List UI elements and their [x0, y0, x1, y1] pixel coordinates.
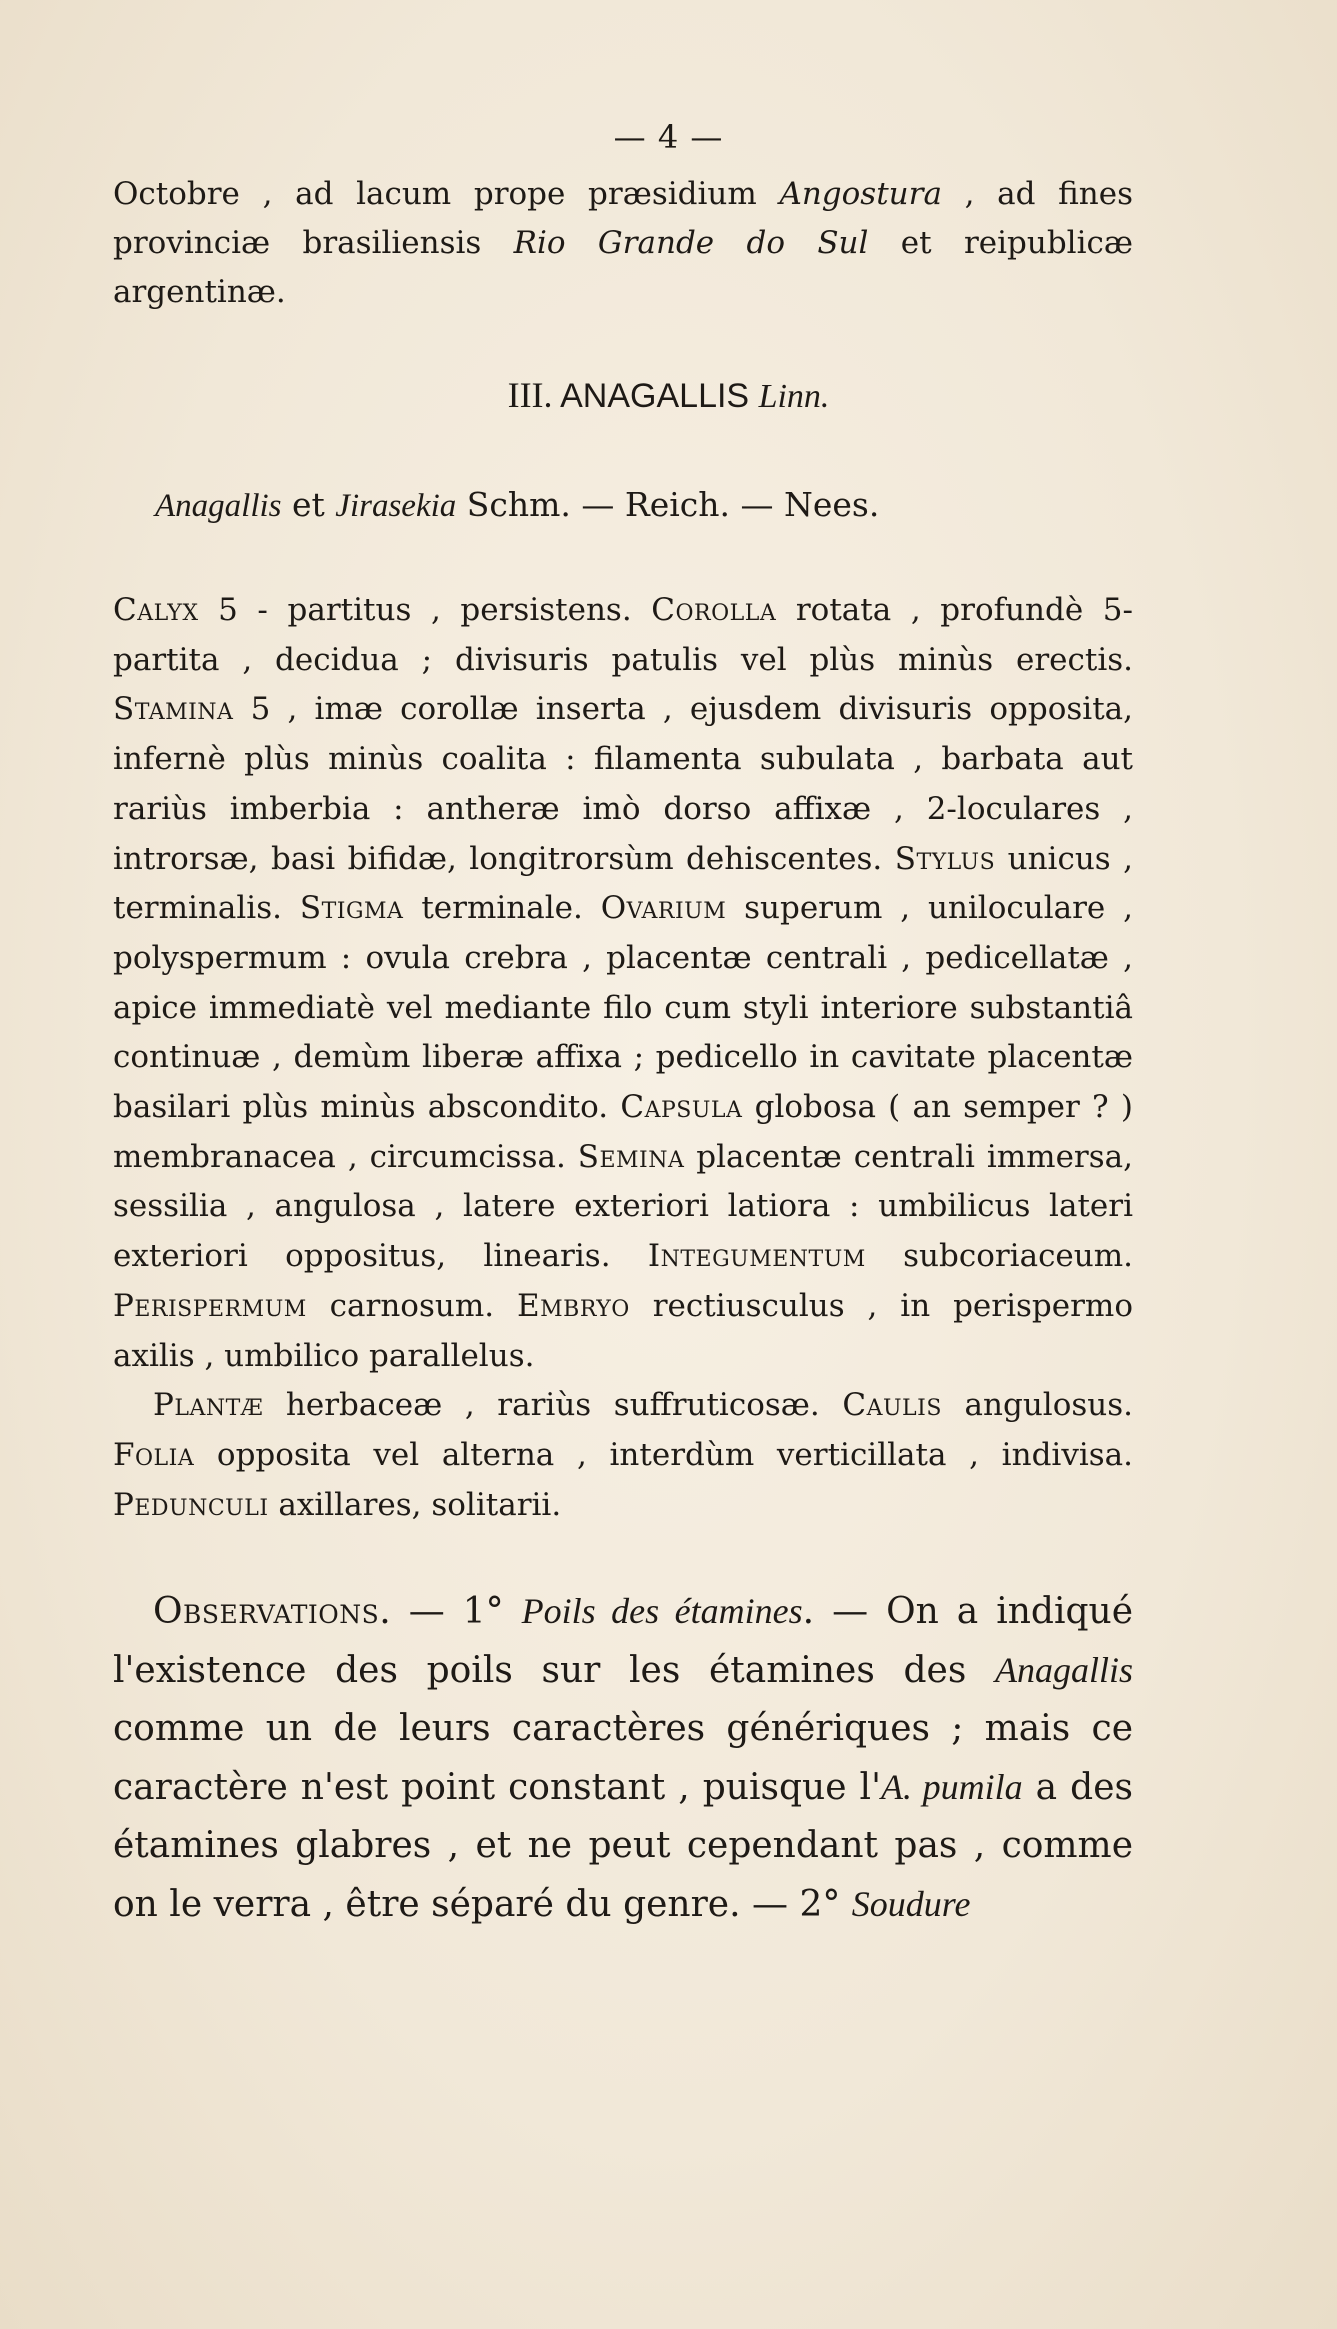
small-caps-term: Calyx — [113, 592, 199, 628]
small-caps-term: Observations — [153, 1591, 380, 1632]
observations-section — [113, 1582, 1133, 1934]
genus-heading — [0, 374, 1337, 416]
text-run: et — [281, 485, 336, 524]
italic-run: Rio Grande do Sul — [513, 225, 869, 261]
text-run: 5 - partitus , persistens. — [198, 592, 652, 628]
small-caps-term: Pedunculi — [113, 1486, 269, 1523]
small-caps-term: Semina — [577, 1138, 685, 1175]
italic-run: Angostura — [779, 176, 942, 212]
small-caps-term: Stylus — [894, 840, 996, 877]
small-caps-term: Plantæ — [153, 1387, 264, 1424]
small-caps-term: Ovarium — [600, 890, 727, 927]
page-folio: — 4 — — [613, 118, 724, 156]
genus-number: III. — [507, 375, 553, 415]
text-run: subcoriaceum. — [865, 1238, 1133, 1275]
small-caps-term: Capsula — [620, 1089, 743, 1126]
text-run: , ad fines provinciæ brasiliensis — [113, 176, 1133, 261]
description-habit — [113, 1381, 1133, 1530]
text-run: rotata , profundè 5-partita , decidua ; divisuris patulis vel plùs minùs erectis. — [113, 592, 1134, 678]
text-run: comme un de leurs caractères génériques ; mais ce caractère n'est point constant , puisque l' — [113, 1708, 1133, 1808]
text-run: globosa ( an semper ? ) membranacea , circumcissa. — [113, 1089, 1133, 1175]
observations-text — [113, 1582, 1133, 1934]
text-run: et reipublicæ argentinæ. — [113, 225, 1133, 310]
text-run: rectiusculus , in perispermo axilis , umbilico parallelus. — [113, 1287, 1133, 1374]
text-run: superum , uniloculare , polyspermum : ovula crebra , placentæ centrali , pedicellatæ , apice immediatè vel mediante filo cum styli interiore substantiâ continuæ , demùm liberæ affixa ; pedicello in cavitate placentæ basilari plùs minùs abscondito. — [113, 890, 1134, 1126]
text-run: axillares, solitarii. — [268, 1486, 562, 1523]
small-caps-term: Folia — [113, 1436, 195, 1473]
genus-description — [113, 586, 1133, 1530]
text-run: . — On a indiqué l'existence des poils sur les étamines des — [113, 1591, 1133, 1691]
synonyms-line — [155, 480, 1175, 531]
small-caps-term: Perispermum — [113, 1287, 307, 1324]
italic-run: Soudure — [851, 1884, 971, 1924]
text-run: carnosum. — [306, 1287, 518, 1324]
text-run: terminale. — [403, 890, 601, 927]
italic-run: Anagallis — [994, 1650, 1133, 1690]
text-run: herbaceæ , rariùs suffruticosæ. — [263, 1387, 843, 1424]
small-caps-term: Stigma — [299, 890, 404, 927]
small-caps-term: Caulis — [842, 1387, 942, 1424]
small-caps-term: Stamina — [113, 691, 234, 728]
text-run: 5 , imæ corollæ inserta , ejusdem divisuris opposita, infernè plùs minùs coalita : filamenta subulata , barbata aut rariùs imberbia : antheræ imò dorso affixæ , 2-loculares , introrsæ, basi bifidæ, longitrorsùm dehiscentes. — [113, 691, 1133, 877]
italic-run: Poils des étamines — [521, 1591, 803, 1631]
text-run: a des étamines glabres , et ne peut cependant pas , comme on le verra , être séparé du genre. — 2° — [113, 1767, 1133, 1925]
text-run: Schm. — Reich. — Nees. — [456, 485, 880, 524]
italic-run: Jirasekia — [335, 488, 457, 524]
small-caps-term: Embryo — [517, 1287, 630, 1324]
italic-run: A. pumila — [880, 1767, 1023, 1807]
italic-run: Anagallis — [155, 488, 282, 524]
text-run: opposita vel alterna , interdùm verticillata , indivisa. — [194, 1436, 1133, 1473]
text-run: angulosus. — [941, 1387, 1133, 1424]
small-caps-term: Integumentum — [647, 1238, 866, 1275]
intro-paragraph — [113, 170, 1133, 317]
text-run: unicus , terminalis. — [113, 840, 1133, 927]
description-floral — [113, 586, 1133, 1381]
text-run: placentæ centrali immersa, sessilia , angulosa , latere exteriori latiora : umbilicus lateri exteriori oppositus, linearis. — [113, 1138, 1133, 1275]
intro-text — [113, 170, 1133, 317]
genus-name: ANAGALLIS — [560, 377, 750, 415]
small-caps-term: Corolla — [651, 592, 777, 628]
genus-author: Linn. — [758, 378, 830, 415]
text-run: . — 1° — [379, 1591, 522, 1632]
text-run: Octobre , ad lacum prope præsidium — [113, 176, 780, 212]
